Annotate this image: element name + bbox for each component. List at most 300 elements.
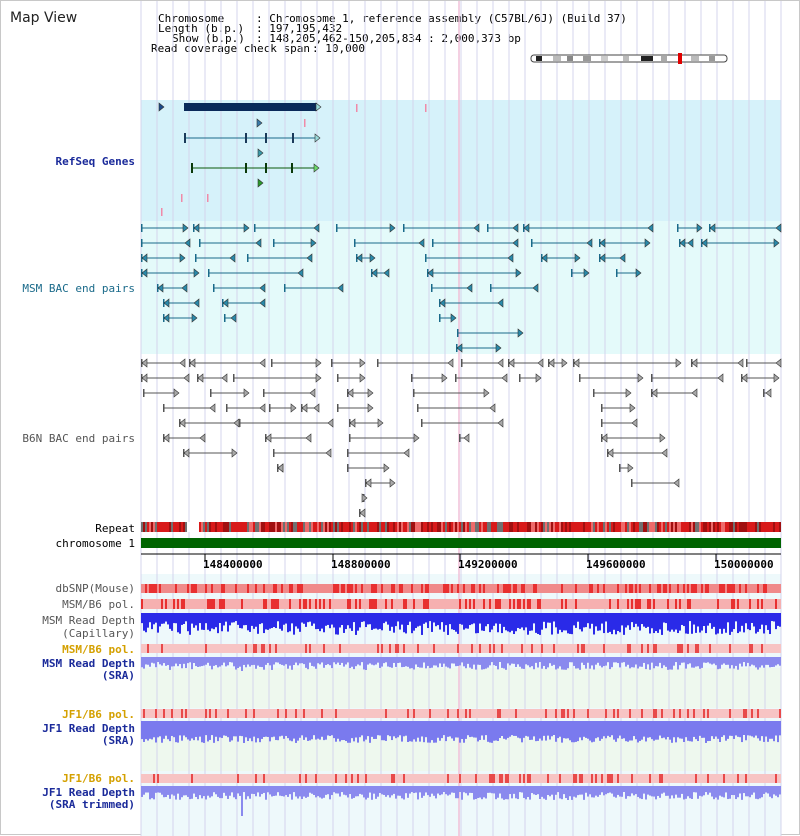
- polymorphism-cell: [485, 584, 487, 593]
- read-depth-bar: [659, 721, 661, 736]
- polymorphism-cell: [187, 584, 189, 593]
- read-depth-bar: [441, 786, 443, 794]
- repeat-segment: [365, 522, 367, 532]
- read-depth-bar: [773, 613, 775, 621]
- repeat-segment: [763, 522, 765, 532]
- polymorphism-cell: [323, 584, 325, 593]
- polymorphism-cell: [297, 644, 299, 653]
- read-depth-bar: [681, 721, 683, 739]
- polymorphism-cell: [499, 599, 501, 609]
- repeat-segment: [249, 522, 251, 532]
- read-depth-bar: [685, 657, 687, 669]
- polymorphism-cell: [163, 599, 165, 609]
- repeat-segment: [621, 522, 623, 532]
- repeat-segment: [659, 522, 661, 532]
- read-depth-bar: [613, 786, 615, 797]
- polymorphism-cell: [511, 644, 513, 653]
- polymorphism-cell: [285, 599, 287, 609]
- repeat-segment: [161, 522, 163, 532]
- repeat-segment: [619, 522, 621, 532]
- polymorphism-cell: [237, 709, 239, 718]
- polymorphism-cell: [463, 599, 465, 609]
- polymorphism-cell: [577, 644, 579, 653]
- polymorphism-cell: [355, 644, 357, 653]
- read-depth-bar: [663, 786, 665, 793]
- read-depth-bar: [513, 613, 515, 634]
- polymorphism-cell: [517, 599, 519, 609]
- read-depth-bar: [453, 613, 455, 630]
- read-depth-bar: [283, 657, 285, 666]
- repeat-segment: [739, 522, 741, 532]
- polymorphism-cell: [433, 584, 435, 593]
- refseq-genes-label: RefSeq Genes: [55, 155, 135, 168]
- polymorphism-cell: [431, 644, 433, 653]
- polymorphism-cell: [595, 599, 597, 609]
- polymorphism-cell: [743, 644, 745, 653]
- read-depth-bar: [541, 613, 543, 630]
- polymorphism-cell: [183, 774, 185, 783]
- polymorphism-cell: [713, 774, 715, 783]
- polymorphism-cell: [507, 644, 509, 653]
- repeat-segment: [515, 522, 517, 532]
- polymorphism-cell: [167, 599, 169, 609]
- polymorphism-cell: [417, 599, 419, 609]
- read-depth-bar: [677, 786, 679, 798]
- read-depth-bar: [339, 721, 341, 741]
- repeat-segment: [199, 522, 201, 532]
- polymorphism-cell: [461, 774, 463, 783]
- polymorphism-cell: [375, 584, 377, 593]
- polymorphism-cell: [385, 774, 387, 783]
- read-depth-bar: [285, 657, 287, 664]
- polymorphism-cell: [535, 709, 537, 718]
- read-depth-bar: [511, 721, 513, 735]
- read-depth-bar: [231, 613, 233, 623]
- polymorphism-cell: [367, 584, 369, 593]
- polymorphism-cell: [505, 584, 507, 593]
- polymorphism-cell: [335, 599, 337, 609]
- repeat-segment: [243, 522, 245, 532]
- read-depth-bar: [733, 721, 735, 739]
- polymorphism-cell: [511, 774, 513, 783]
- polymorphism-cell: [195, 584, 197, 593]
- polymorphism-cell: [253, 599, 255, 609]
- polymorphism-cell: [243, 774, 245, 783]
- polymorphism-cell: [213, 644, 215, 653]
- polymorphism-cell: [767, 599, 769, 609]
- polymorphism-cell: [297, 599, 299, 609]
- polymorphism-cell: [349, 709, 351, 718]
- polymorphism-cell: [559, 599, 561, 609]
- repeat-segment: [765, 522, 767, 532]
- read-depth-bar: [701, 721, 703, 738]
- read-depth-bar: [401, 657, 403, 667]
- read-depth-bar: [315, 721, 317, 740]
- read-depth-bar: [643, 721, 645, 737]
- polymorphism-cell: [711, 774, 713, 783]
- polymorphism-cell: [649, 599, 651, 609]
- polymorphism-cell: [587, 709, 589, 718]
- repeat-segment: [665, 522, 667, 532]
- repeat-segment: [201, 522, 203, 532]
- polymorphism-cell: [749, 644, 751, 653]
- read-depth-bar: [543, 613, 545, 622]
- polymorphism-cell: [551, 584, 553, 593]
- polymorphism-cell: [761, 774, 763, 783]
- read-depth-bar: [399, 657, 401, 663]
- polymorphism-cell: [313, 584, 315, 593]
- polymorphism-cell: [497, 644, 499, 653]
- read-depth-bar: [511, 657, 513, 664]
- read-depth-bar: [649, 786, 651, 796]
- info-show-key: Show (b.p.): [172, 32, 245, 45]
- polymorphism-cell: [565, 644, 567, 653]
- repeat-segment: [297, 522, 299, 532]
- polymorphism-cell: [373, 774, 375, 783]
- read-depth-bar: [593, 613, 595, 634]
- polymorphism-cell: [211, 599, 213, 609]
- read-depth-bar: [639, 786, 641, 798]
- polymorphism-cell: [201, 774, 203, 783]
- polymorphism-cell: [373, 599, 375, 609]
- read-depth-bar: [709, 657, 711, 664]
- read-depth-bar: [753, 786, 755, 793]
- read-depth-bar: [555, 613, 557, 627]
- polymorphism-cell: [703, 599, 705, 609]
- polymorphism-cell: [451, 709, 453, 718]
- read-depth-bar: [587, 613, 589, 623]
- read-depth-bar: [765, 657, 767, 665]
- polymorphism-cell: [705, 584, 707, 593]
- read-depth-bar: [705, 721, 707, 743]
- read-depth-bar: [337, 721, 339, 739]
- polymorphism-cell: [733, 644, 735, 653]
- polymorphism-cell: [303, 774, 305, 783]
- read-depth-bar: [357, 657, 359, 664]
- polymorphism-cell: [465, 644, 467, 653]
- read-depth-bar: [629, 657, 631, 668]
- read-depth-bar: [211, 657, 213, 669]
- read-depth-bar: [239, 721, 241, 736]
- polymorphism-cell: [775, 774, 777, 783]
- polymorphism-cell: [697, 599, 699, 609]
- polymorphism-cell: [493, 774, 495, 783]
- polymorphism-cell: [509, 584, 511, 593]
- polymorphism-cell: [421, 774, 423, 783]
- polymorphism-cell: [609, 599, 611, 609]
- read-depth-bar: [539, 786, 541, 799]
- read-depth-bar: [505, 613, 507, 630]
- read-depth-bar: [423, 786, 425, 796]
- polymorphism-cell: [729, 599, 731, 609]
- polymorphism-cell: [363, 774, 365, 783]
- repeat-segment: [755, 522, 757, 532]
- read-depth-bar: [335, 786, 337, 793]
- polymorphism-cell: [523, 709, 525, 718]
- read-depth-bar: [393, 657, 395, 663]
- polymorphism-cell: [563, 584, 565, 593]
- polymorphism-cell: [533, 599, 535, 609]
- polymorphism-cell: [415, 599, 417, 609]
- b6n-bac-pair-end: [746, 359, 748, 367]
- read-depth-bar: [301, 657, 303, 663]
- polymorphism-cell: [529, 644, 531, 653]
- read-depth-bar: [317, 786, 319, 796]
- read-depth-bar: [739, 721, 741, 737]
- read-depth-bar: [571, 721, 573, 742]
- polymorphism-cell: [551, 599, 553, 609]
- polymorphism-cell: [723, 774, 725, 783]
- b6n-bac-pair-arrow: [536, 374, 541, 382]
- repeat-segment: [535, 522, 537, 532]
- polymorphism-cell: [351, 774, 353, 783]
- read-depth-bar: [255, 657, 257, 669]
- polymorphism-cell: [385, 599, 387, 609]
- b6n-bac-pair-end: [579, 374, 581, 382]
- read-depth-bar: [545, 613, 547, 628]
- polymorphism-cell: [741, 774, 743, 783]
- polymorphism-cell: [713, 599, 715, 609]
- polymorphism-cell: [147, 584, 149, 593]
- polymorphism-cell: [327, 644, 329, 653]
- read-depth-bar: [437, 786, 439, 794]
- polymorphism-cell: [743, 599, 745, 609]
- read-depth-bar: [363, 613, 365, 621]
- polymorphism-cell: [245, 709, 247, 718]
- polymorphism-cell: [305, 774, 307, 783]
- polymorphism-cell: [721, 709, 723, 718]
- polymorphism-cell: [331, 584, 333, 593]
- polymorphism-cell: [645, 599, 647, 609]
- read-depth-bar: [693, 721, 695, 737]
- polymorphism-cell: [383, 584, 385, 593]
- read-depth-bar: [527, 786, 529, 797]
- polymorphism-cell: [723, 709, 725, 718]
- read-depth-bar: [633, 613, 635, 627]
- polymorphism-cell: [347, 709, 349, 718]
- read-depth-bar: [451, 613, 453, 629]
- polymorphism-cell: [325, 599, 327, 609]
- polymorphism-cell: [719, 644, 721, 653]
- polymorphism-cell: [727, 774, 729, 783]
- polymorphism-cell: [457, 599, 459, 609]
- read-depth-bar: [213, 613, 215, 629]
- polymorphism-cell: [497, 709, 499, 718]
- read-depth-bar: [461, 721, 463, 739]
- repeat-segment: [225, 522, 227, 532]
- read-depth-bar: [335, 721, 337, 742]
- read-depth-bar: [145, 786, 147, 793]
- repeat-segment: [375, 522, 377, 532]
- refseq-exon: [184, 133, 186, 143]
- msm-bac-pair-end: [425, 254, 427, 262]
- read-depth-bar: [263, 613, 265, 633]
- read-depth-bar: [621, 786, 623, 797]
- read-depth-bar: [763, 613, 765, 633]
- polymorphism-cell: [775, 584, 777, 593]
- polymorphism-cell: [505, 644, 507, 653]
- repeat-segment: [211, 522, 213, 532]
- read-depth-bar: [655, 786, 657, 799]
- info-length-value: : 197,195,432: [256, 22, 343, 35]
- read-depth-bar: [623, 721, 625, 738]
- read-depth-bar: [743, 786, 745, 793]
- read-depth-bar: [325, 721, 327, 740]
- read-depth-bar: [607, 786, 609, 793]
- read-depth-bar: [287, 786, 289, 797]
- repeat-segment: [675, 522, 677, 532]
- repeat-segment: [683, 522, 685, 532]
- polymorphism-cell: [385, 584, 387, 593]
- polymorphism-cell: [663, 709, 665, 718]
- jf1-depth-sra-label-1: JF1 Read Depth: [42, 722, 135, 735]
- read-depth-bar: [217, 657, 219, 667]
- read-depth-bar: [727, 613, 729, 622]
- polymorphism-cell: [769, 584, 771, 593]
- polymorphism-cell: [491, 584, 493, 593]
- repeat-segment: [513, 522, 515, 532]
- read-depth-bar: [765, 786, 767, 793]
- polymorphism-cell: [563, 599, 565, 609]
- polymorphism-cell: [717, 599, 719, 609]
- read-depth-bar: [261, 721, 263, 739]
- repeat-segment: [565, 522, 567, 532]
- polymorphism-cell: [283, 774, 285, 783]
- read-depth-bar: [431, 721, 433, 740]
- polymorphism-cell: [251, 644, 253, 653]
- repeat-segment: [639, 522, 641, 532]
- polymorphism-cell: [571, 584, 573, 593]
- b6n-bac-pair-arrow: [222, 374, 227, 382]
- polymorphism-cell: [409, 774, 411, 783]
- polymorphism-cell: [683, 644, 685, 653]
- repeat-segment: [711, 522, 713, 532]
- polymorphism-cell: [149, 584, 151, 593]
- polymorphism-cell: [473, 644, 475, 653]
- polymorphism-cell: [687, 599, 689, 609]
- polymorphism-cell: [177, 709, 179, 718]
- read-depth-bar: [325, 657, 327, 665]
- repeat-segment: [273, 522, 275, 532]
- read-depth-bar: [385, 786, 387, 797]
- read-depth-bar: [465, 657, 467, 668]
- polymorphism-cell: [569, 774, 571, 783]
- polymorphism-cell: [619, 774, 621, 783]
- polymorphism-cell: [709, 709, 711, 718]
- read-depth-bar: [463, 721, 465, 743]
- polymorphism-cell: [141, 774, 143, 783]
- msm-bac-pair-end: [677, 224, 679, 232]
- read-depth-bar: [675, 613, 677, 630]
- read-depth-bar: [375, 721, 377, 739]
- read-depth-bar: [773, 786, 775, 794]
- polymorphism-cell: [591, 774, 593, 783]
- polymorphism-cell: [151, 584, 153, 593]
- b6n-bac-pair-arrow: [662, 449, 667, 457]
- polymorphism-cell: [379, 599, 381, 609]
- polymorphism-cell: [343, 644, 345, 653]
- polymorphism-cell: [375, 709, 377, 718]
- repeat-segment: [749, 522, 751, 532]
- read-depth-bar: [505, 786, 507, 799]
- read-depth-bar: [379, 786, 381, 793]
- read-depth-bar: [637, 613, 639, 627]
- read-depth-bar: [425, 721, 427, 737]
- polymorphism-cell: [499, 584, 501, 593]
- polymorphism-cell: [421, 709, 423, 718]
- read-depth-bar: [683, 613, 685, 626]
- polymorphism-cell: [531, 599, 533, 609]
- read-depth-bar: [525, 721, 527, 736]
- read-depth-bar: [141, 786, 143, 797]
- read-depth-bar: [433, 613, 435, 622]
- polymorphism-cell: [457, 644, 459, 653]
- read-depth-bar: [297, 657, 299, 665]
- polymorphism-cell: [393, 584, 395, 593]
- read-depth-bar: [171, 786, 173, 794]
- read-depth-bar: [379, 657, 381, 668]
- repeat-segment: [679, 522, 681, 532]
- repeat-segment: [329, 522, 331, 532]
- polymorphism-cell: [585, 644, 587, 653]
- repeat-segment: [775, 522, 777, 532]
- read-depth-bar: [333, 721, 335, 738]
- read-depth-bar: [581, 613, 583, 631]
- polymorphism-cell: [413, 709, 415, 718]
- polymorphism-cell: [167, 644, 169, 653]
- read-depth-bar: [445, 786, 447, 794]
- read-depth-bar: [361, 786, 363, 795]
- polymorphism-cell: [409, 644, 411, 653]
- polymorphism-cell: [217, 774, 219, 783]
- read-depth-bar: [609, 657, 611, 669]
- read-depth-bar: [147, 613, 149, 628]
- read-depth-bar: [531, 721, 533, 740]
- read-depth-bar: [215, 657, 217, 665]
- read-depth-bar: [265, 786, 267, 800]
- polymorphism-cell: [647, 709, 649, 718]
- read-depth-bar: [417, 721, 419, 738]
- polymorphism-cell: [763, 709, 765, 718]
- polymorphism-cell: [647, 599, 649, 609]
- repeat-segment: [441, 522, 443, 532]
- polymorphism-cell: [425, 599, 427, 609]
- read-depth-bar: [755, 613, 757, 634]
- polymorphism-cell: [367, 644, 369, 653]
- read-depth-bar: [327, 786, 329, 794]
- polymorphism-cell: [575, 774, 577, 783]
- read-depth-bar: [269, 721, 271, 741]
- polymorphism-cell: [199, 644, 201, 653]
- read-depth-bar: [261, 613, 263, 623]
- polymorphism-cell: [625, 644, 627, 653]
- read-depth-bar: [257, 786, 259, 792]
- read-depth-bar: [467, 613, 469, 629]
- read-depth-bar: [733, 786, 735, 795]
- polymorphism-cell: [725, 644, 727, 653]
- read-depth-bar: [501, 721, 503, 736]
- read-depth-bar: [741, 613, 743, 626]
- polymorphism-cell: [509, 644, 511, 653]
- polymorphism-cell: [621, 599, 623, 609]
- repeat-segment: [195, 522, 197, 532]
- polymorphism-cell: [553, 584, 555, 593]
- polymorphism-cell: [637, 584, 639, 593]
- polymorphism-cell: [513, 774, 515, 783]
- polymorphism-cell: [471, 644, 473, 653]
- polymorphism-cell: [353, 584, 355, 593]
- read-depth-bar: [591, 613, 593, 624]
